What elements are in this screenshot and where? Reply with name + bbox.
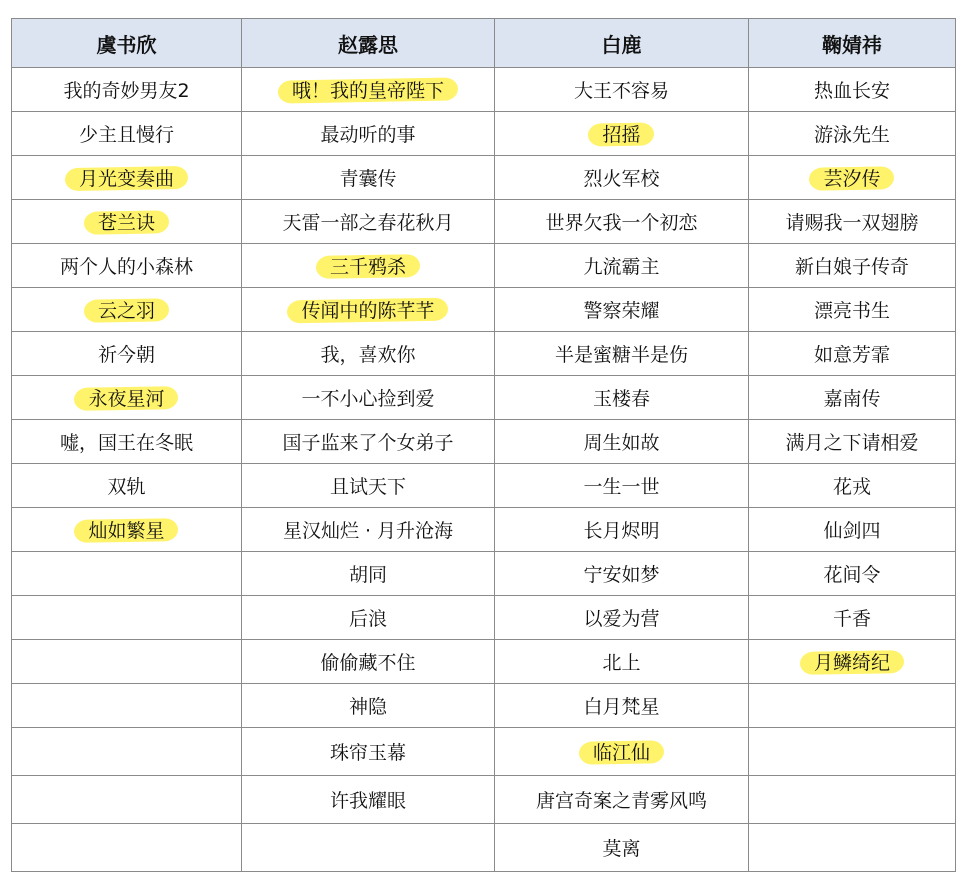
- drama-title: 胡同: [348, 564, 387, 586]
- drama-title: 青囊传: [339, 168, 397, 190]
- drama-title: 九流霸主: [583, 256, 660, 278]
- table-row: [12, 776, 956, 824]
- table-cell: [495, 824, 749, 872]
- table-cell: [749, 112, 956, 156]
- table-cell: [495, 200, 749, 244]
- table-cell: [12, 68, 242, 112]
- table-body: [12, 68, 956, 872]
- table-row: [12, 824, 956, 872]
- header-cell: 赵露思: [242, 19, 495, 68]
- table-cell: [242, 68, 495, 112]
- table-cell: [495, 508, 749, 552]
- table-cell: [495, 420, 749, 464]
- table-row: [12, 728, 956, 776]
- table-cell: [12, 464, 242, 508]
- drama-title: 神隐: [348, 696, 387, 718]
- header-cell: 虞书欣: [12, 19, 242, 68]
- highlighted-title: 云之羽: [84, 296, 169, 323]
- drama-title: 少主且慢行: [78, 124, 174, 146]
- highlighted-title: 哦！我的皇帝陛下: [278, 76, 458, 103]
- drama-title: 莫离: [602, 838, 641, 860]
- table-cell: [242, 776, 495, 824]
- table-cell: [495, 156, 749, 200]
- table-cell: [12, 728, 242, 776]
- table-row: [12, 596, 956, 640]
- table-cell: [12, 156, 242, 200]
- drama-title: 许我耀眼: [329, 790, 406, 812]
- drama-title: 偷偷藏不住: [320, 652, 416, 674]
- table-row: [12, 684, 956, 728]
- table-row: [12, 156, 956, 200]
- table-cell: [749, 596, 956, 640]
- table-cell: [12, 288, 242, 332]
- table-cell: [495, 244, 749, 288]
- drama-title: 且试天下: [329, 476, 406, 498]
- drama-title: 玉楼春: [592, 388, 650, 410]
- table-cell: [749, 508, 956, 552]
- table-cell: [495, 332, 749, 376]
- table-cell: [242, 640, 495, 684]
- drama-title: 双轨: [107, 476, 146, 498]
- drama-title: 天雷一部之春花秋月: [282, 212, 454, 234]
- highlighted-title: 芸汐传: [809, 164, 894, 191]
- table-cell: [749, 376, 956, 420]
- table-cell: [495, 464, 749, 508]
- table-cell: [242, 288, 495, 332]
- table-cell: [495, 552, 749, 596]
- drama-title: 游泳先生: [813, 124, 890, 146]
- table-cell: [12, 776, 242, 824]
- table-cell: [12, 824, 242, 872]
- table-cell: [242, 200, 495, 244]
- table-cell: [749, 288, 956, 332]
- table-cell: [749, 200, 956, 244]
- drama-title: 半是蜜糖半是伤: [554, 344, 688, 366]
- highlighted-title: 月鳞绮纪: [800, 648, 904, 675]
- table-cell: [242, 464, 495, 508]
- highlighted-title: 临江仙: [579, 738, 664, 765]
- table-row: [12, 68, 956, 112]
- drama-title: 长月烬明: [583, 520, 660, 542]
- table-cell: [495, 376, 749, 420]
- table-row: [12, 332, 956, 376]
- drama-title: 一不小心捡到爱: [301, 388, 435, 410]
- table-cell: [242, 244, 495, 288]
- table-cell: [242, 376, 495, 420]
- table-cell: [749, 332, 956, 376]
- table-cell: [749, 728, 956, 776]
- table-cell: [749, 68, 956, 112]
- drama-title: 白月梵星: [583, 696, 660, 718]
- table-cell: [242, 420, 495, 464]
- table-cell: [12, 640, 242, 684]
- drama-title: 一生一世: [583, 476, 660, 498]
- table-cell: [749, 552, 956, 596]
- drama-title: 两个人的小森林: [59, 256, 193, 278]
- highlighted-title: 招摇: [588, 120, 654, 147]
- drama-title: 宁安如梦: [583, 564, 660, 586]
- highlighted-title: 永夜星河: [74, 384, 178, 411]
- drama-title: 我的奇妙男友2: [63, 80, 190, 102]
- table-cell: [12, 112, 242, 156]
- drama-title: 满月之下请相爱: [785, 432, 919, 454]
- drama-title: 花间令: [823, 564, 881, 586]
- table-row: [12, 464, 956, 508]
- drama-title: 请赐我一双翅膀: [785, 212, 919, 234]
- table-cell: [749, 640, 956, 684]
- drama-title: 嘘，国王在冬眠: [59, 432, 193, 454]
- table-cell: [495, 112, 749, 156]
- table-row: [12, 288, 956, 332]
- table-row: [12, 640, 956, 684]
- table-cell: [242, 684, 495, 728]
- table-row: [12, 244, 956, 288]
- drama-title: 漂亮书生: [813, 300, 890, 322]
- drama-title: 北上: [602, 652, 641, 674]
- drama-title: 星汉灿烂 · 月升沧海: [282, 520, 454, 542]
- highlighted-title: 三千鸦杀: [316, 252, 420, 279]
- table-cell: [12, 508, 242, 552]
- drama-title: 我，喜欢你: [320, 344, 416, 366]
- table-cell: [749, 684, 956, 728]
- table-cell: [495, 640, 749, 684]
- table-cell: [749, 824, 956, 872]
- table-cell: [495, 776, 749, 824]
- table-row: [12, 552, 956, 596]
- highlighted-title: 月光变奏曲: [65, 164, 188, 191]
- drama-title: 祈今朝: [97, 344, 155, 366]
- drama-title: 花戎: [832, 476, 871, 498]
- drama-title: 最动听的事: [320, 124, 416, 146]
- table-cell: [12, 244, 242, 288]
- drama-title: 警察荣耀: [583, 300, 660, 322]
- highlighted-title: 灿如繁星: [74, 516, 178, 543]
- table-row: [12, 508, 956, 552]
- table-cell: [242, 824, 495, 872]
- drama-title: 烈火军校: [583, 168, 660, 190]
- header-cell: 鞠婧祎: [749, 19, 956, 68]
- table-cell: [12, 684, 242, 728]
- table-cell: [242, 728, 495, 776]
- drama-title: 珠帘玉幕: [329, 742, 406, 764]
- drama-title: 唐宫奇案之青雾风鸣: [535, 790, 707, 812]
- table-row: [12, 112, 956, 156]
- drama-title: 新白娘子传奇: [794, 256, 909, 278]
- table-cell: [12, 596, 242, 640]
- table-cell: [242, 508, 495, 552]
- drama-title: 大王不容易: [573, 80, 669, 102]
- table-cell: [749, 156, 956, 200]
- table-cell: [495, 684, 749, 728]
- table-cell: [495, 68, 749, 112]
- header-cell: 白鹿: [495, 19, 749, 68]
- drama-title: 以爱为营: [583, 608, 660, 630]
- drama-title: 仙剑四: [823, 520, 881, 542]
- table-cell: [749, 464, 956, 508]
- table-cell: [242, 596, 495, 640]
- table-cell: [495, 596, 749, 640]
- drama-title: 如意芳霏: [813, 344, 890, 366]
- table-row: [12, 376, 956, 420]
- header-row: [12, 19, 956, 68]
- table-cell: [12, 552, 242, 596]
- table-cell: [495, 288, 749, 332]
- table-cell: [749, 244, 956, 288]
- table-cell: [242, 552, 495, 596]
- table-cell: [12, 200, 242, 244]
- table-cell: [242, 112, 495, 156]
- drama-title: 热血长安: [813, 80, 890, 102]
- table-row: [12, 200, 956, 244]
- table-cell: [12, 376, 242, 420]
- drama-table: [11, 18, 956, 872]
- table-row: [12, 420, 956, 464]
- drama-title: 世界欠我一个初恋: [545, 212, 698, 234]
- drama-title: 国子监来了个女弟子: [282, 432, 454, 454]
- table-cell: [12, 420, 242, 464]
- table-cell: [242, 156, 495, 200]
- highlighted-title: 苍兰诀: [84, 208, 169, 235]
- drama-title: 千香: [832, 608, 871, 630]
- table-cell: [749, 776, 956, 824]
- drama-title: 周生如故: [583, 432, 660, 454]
- highlighted-title: 传闻中的陈芊芊: [287, 296, 448, 323]
- table-cell: [242, 332, 495, 376]
- table-cell: [495, 728, 749, 776]
- drama-title: 后浪: [348, 608, 387, 630]
- drama-title: 嘉南传: [823, 388, 881, 410]
- table-cell: [12, 332, 242, 376]
- table-cell: [749, 420, 956, 464]
